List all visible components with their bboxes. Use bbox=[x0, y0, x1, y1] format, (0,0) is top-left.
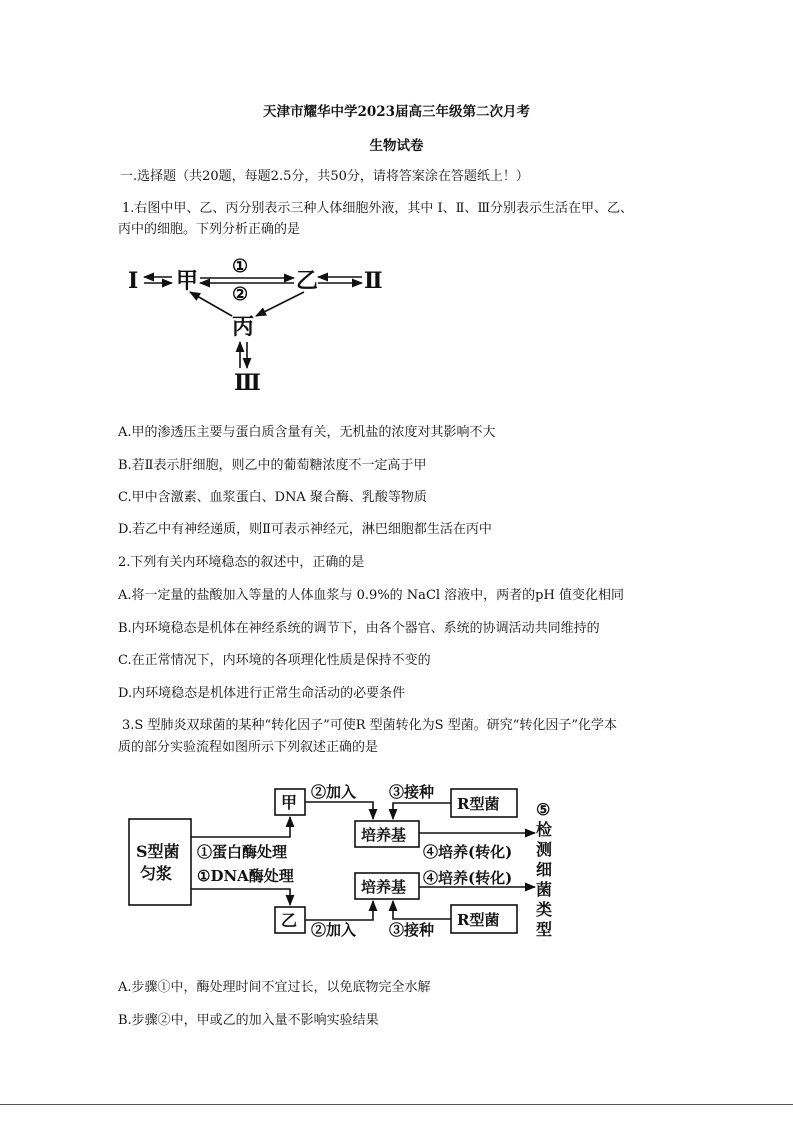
q1-stem-line2: 丙中的细胞。下列分析正确的是 bbox=[118, 222, 301, 237]
node-III: Ⅲ bbox=[234, 370, 261, 396]
q3-option-b: B.步骤②中，甲或乙的加入量不影响实验结果 bbox=[118, 1013, 379, 1028]
q1-option-a: A.甲的渗透压主要与蛋白质含量有关，无机盐的浓度对其影响不大 bbox=[118, 425, 496, 440]
detect-char-2: 测 bbox=[536, 840, 553, 859]
q1-option-c: C.甲中含激素、血浆蛋白、DNA 聚合酶、乳酸等物质 bbox=[118, 490, 427, 505]
q2-option-a: A.将一定量的盐酸加入等量的人体血浆与 0.9%的 NaCl 溶液中，两者的pH 值变化相同 bbox=[118, 588, 624, 603]
culture-bottom-label: ④培养(转化) bbox=[423, 869, 513, 887]
q3-stem-line2: 质的部分实验流程如图所示下列叙述正确的是 bbox=[118, 740, 379, 755]
inoculate-top-label: ③接种 bbox=[389, 783, 435, 801]
node-yi: 乙 bbox=[296, 268, 319, 294]
detect-char-5: 类 bbox=[536, 900, 553, 919]
inoculate-bottom-label: ③接种 bbox=[389, 921, 435, 939]
add-bottom-label: ②加入 bbox=[311, 921, 357, 939]
add-top-label: ②加入 bbox=[311, 783, 357, 801]
node-I: I bbox=[128, 268, 139, 294]
page-bottom-rule bbox=[0, 1104, 793, 1105]
section-heading: 一.选择题（共20题，每题2.5分，共50分，请将答案涂在答题纸上！） bbox=[120, 169, 529, 184]
detect-char-3: 细 bbox=[536, 860, 553, 879]
q3-stem-line1: 3.S 型肺炎双球菌的某种“转化因子”可使R 型菌转化为S 型菌。研究“转化因子”化学本 bbox=[122, 718, 617, 733]
q3-experiment-diagram bbox=[125, 775, 560, 950]
node-bing: 丙 bbox=[232, 314, 255, 340]
box-s-homogenate bbox=[129, 819, 191, 905]
q1-option-b: B.若Ⅱ表示肝细胞，则乙中的葡萄糖浓度不一定高于甲 bbox=[118, 458, 427, 473]
detect-char-0: ⑤ bbox=[536, 800, 551, 819]
step1-protease-label: ①蛋白酶处理 bbox=[197, 843, 288, 861]
node-jia: 甲 bbox=[176, 268, 199, 294]
detect-char-4: 菌 bbox=[536, 880, 553, 899]
q2-stem: 2.下列有关内环境稳态的叙述中，正确的是 bbox=[118, 555, 365, 570]
source-label-2: 匀浆 bbox=[140, 864, 173, 883]
box-jia-label: 甲 bbox=[281, 793, 298, 812]
r-strain-top-label: R型菌 bbox=[457, 795, 500, 813]
node-II: Ⅱ bbox=[364, 268, 383, 294]
label-circle-1: ① bbox=[232, 256, 249, 277]
q2-option-c: C.在正常情况下，内环境的各项理化性质是保持不变的 bbox=[118, 653, 431, 668]
culture-top-label: ④培养(转化) bbox=[423, 843, 513, 861]
box-yi-label: 乙 bbox=[281, 911, 298, 930]
page-title: 天津市耀华中学2023届高三年级第二次月考 bbox=[262, 104, 531, 120]
q1-stem-line1: 1.右图中甲、乙、丙分别表示三种人体细胞外液，其中 I、Ⅱ、Ⅲ分别表示生活在甲、乙、 bbox=[122, 201, 634, 216]
q3-option-a: A.步骤①中，酶处理时间不宜过长，以免底物完全水解 bbox=[118, 980, 431, 995]
q2-option-d: D.内环境稳态是机体进行正常生命活动的必要条件 bbox=[118, 686, 406, 701]
source-label-1: S型菌 bbox=[136, 842, 180, 861]
q1-fluid-diagram bbox=[120, 248, 420, 398]
medium-top-label: 培养基 bbox=[361, 826, 407, 844]
detect-char-1: 检 bbox=[536, 820, 553, 839]
detect-char-6: 型 bbox=[536, 920, 553, 939]
r-strain-bottom-label: R型菌 bbox=[457, 911, 500, 929]
q1-option-d: D.若乙中有神经递质，则Ⅱ可表示神经元，淋巴细胞都生活在丙中 bbox=[118, 522, 492, 537]
q2-option-b: B.内环境稳态是机体在神经系统的调节下，由各个器官、系统的协调活动共同维持的 bbox=[118, 621, 600, 636]
medium-bottom-label: 培养基 bbox=[361, 878, 407, 896]
label-circle-2: ② bbox=[232, 284, 249, 305]
step1-dnase-label: ①DNA酶处理 bbox=[197, 867, 294, 885]
page-subtitle: 生物试卷 bbox=[369, 138, 424, 154]
